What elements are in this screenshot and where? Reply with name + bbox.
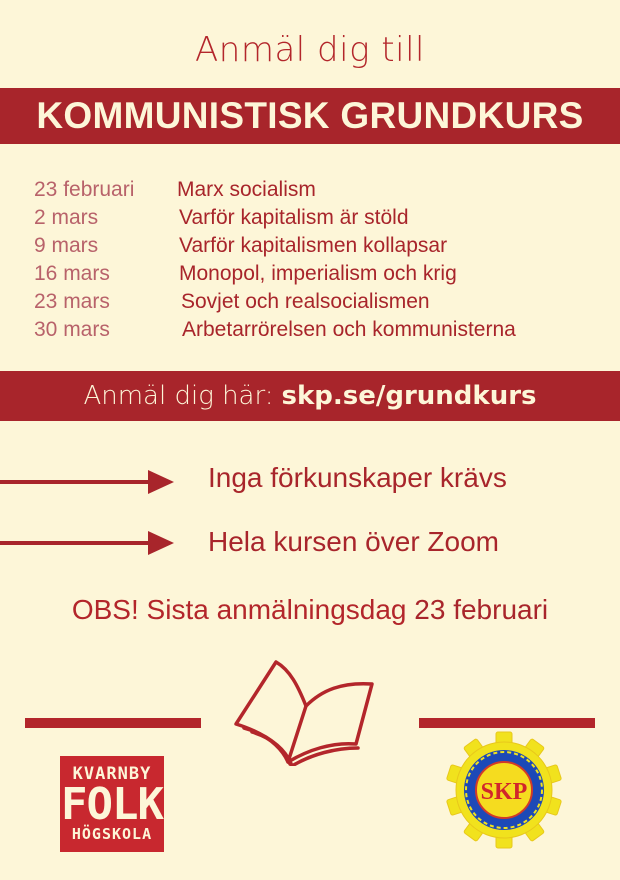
signup-lead: Anmäl dig här:: [83, 381, 274, 411]
course-title: KOMMUNISTISK GRUNDKURS: [36, 95, 584, 136]
deadline-text: Sista anmälningsdag: [146, 594, 407, 625]
intro-heading: Anmäl dig till: [195, 30, 425, 70]
feature-text: Hela kursen över Zoom: [208, 526, 500, 557]
skp-text: SKP: [480, 779, 528, 805]
divider-right: [419, 718, 595, 728]
schedule-topic: Marx socialism: [177, 178, 316, 201]
schedule-topic: Arbetarrörelsen och kommunisterna: [182, 318, 516, 341]
schedule-date: 30 mars: [34, 318, 110, 341]
deadline-note: [0, 594, 620, 626]
deadline-date: 23 februari: [414, 594, 549, 625]
schedule-date: 2 mars: [34, 206, 99, 229]
schedule-date: 9 mars: [34, 234, 99, 257]
arrow-right-icon: [0, 480, 152, 484]
schedule-date: 23 mars: [34, 290, 110, 313]
schedule-topic: Sovjet och realsocialismen: [181, 290, 430, 313]
schedule-topic: Monopol, imperialism och krig: [179, 262, 457, 285]
schedule-topic: Varför kapitalism är stöld: [179, 206, 409, 229]
arrow-right-icon: [0, 541, 152, 545]
signup-banner: [0, 371, 620, 421]
open-book-icon: [228, 656, 388, 766]
skp-gear-logo: [444, 730, 564, 850]
kvarnby-line1: KVARNBY: [72, 764, 152, 784]
schedule-topic: Varför kapitalismen kollapsar: [179, 234, 448, 257]
schedule-date: 23 februari: [34, 178, 135, 201]
obs-label: OBS!: [71, 594, 139, 625]
kvarnby-folkhogskola-logo: [60, 756, 164, 852]
title-banner: [0, 88, 620, 144]
arrow-head-icon: [148, 470, 174, 494]
signup-link[interactable]: skp.se/grundkurs: [281, 381, 537, 411]
kvarnby-line3: HÖGSKOLA: [71, 825, 153, 843]
feature-text: Inga förkunskaper krävs: [208, 462, 507, 493]
divider-left: [25, 718, 201, 728]
schedule-date: 16 mars: [34, 262, 110, 285]
feature-row: [0, 462, 620, 502]
kvarnby-line2: FOLK: [61, 779, 163, 830]
feature-row: [0, 526, 620, 566]
arrow-head-icon: [148, 531, 174, 555]
